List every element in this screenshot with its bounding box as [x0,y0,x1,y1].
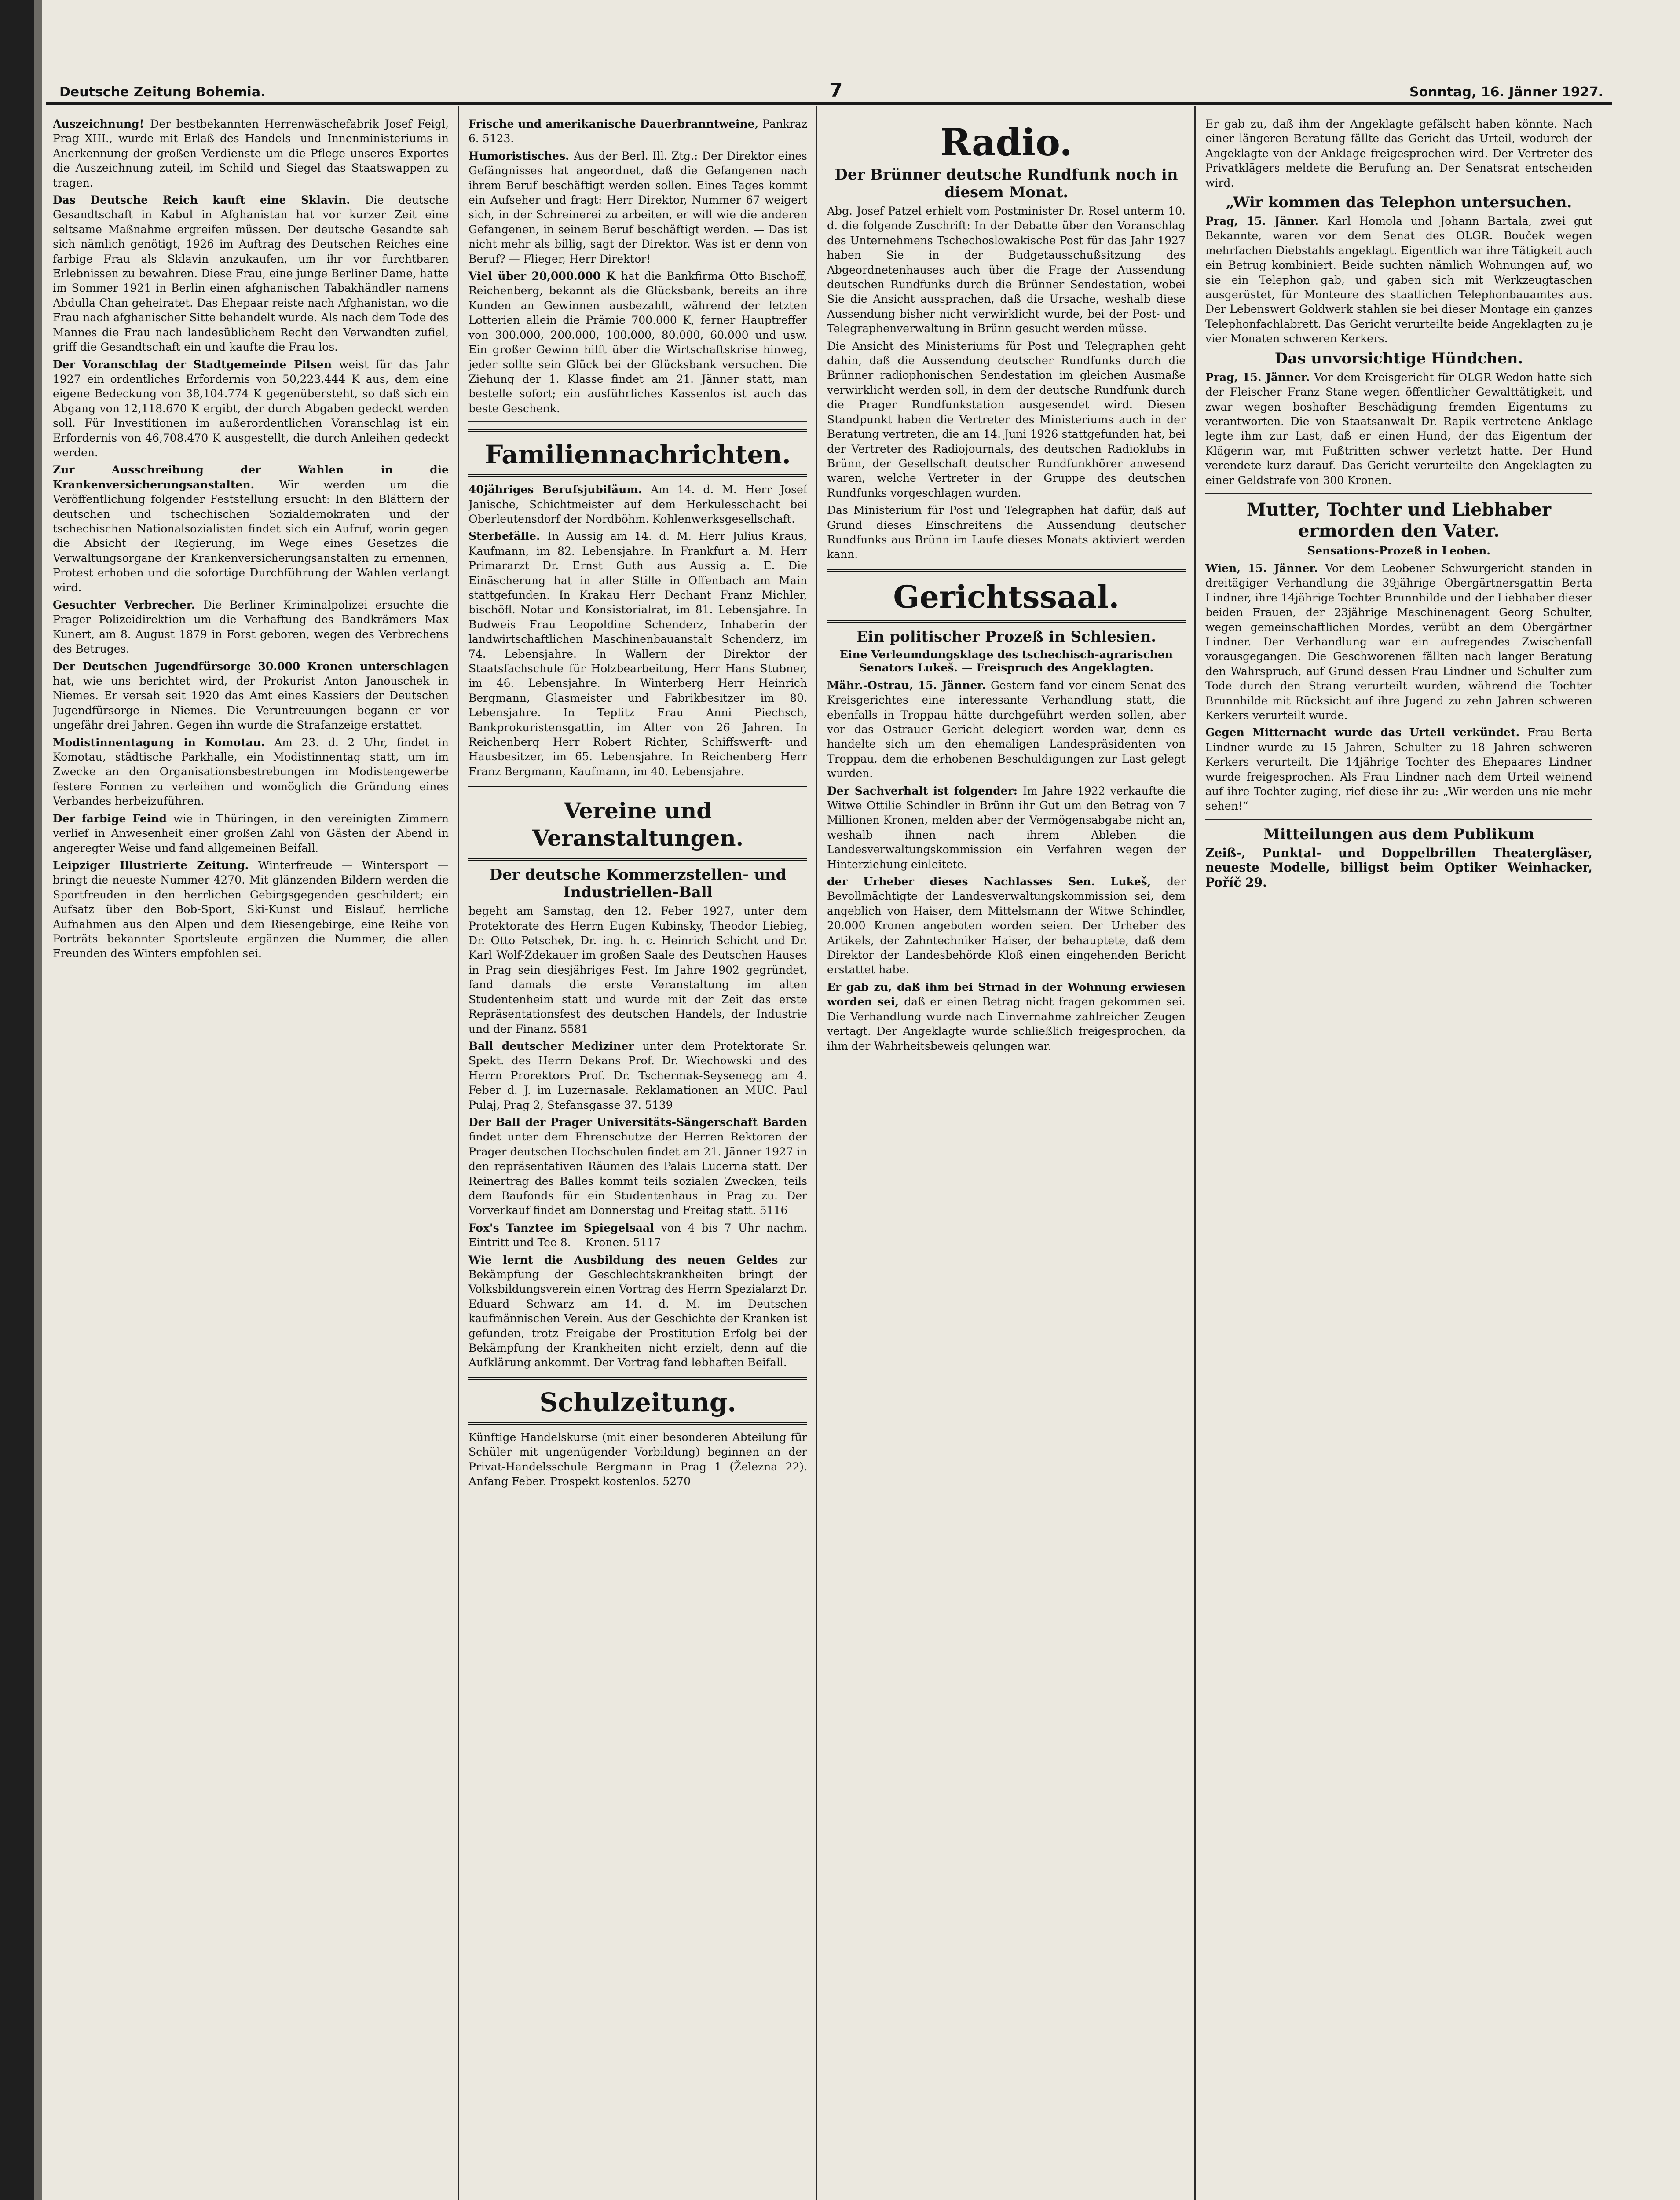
paragraph-text: Frau Berta Lindner wurde zu 15 Jahren, Schulter zu 18 Jahren schweren Kerkers verurteilt. Die 14jährige Tochter des Ehepaares Lindner wurde freigesprochen. Als Frau Lindner nach dem Urteil weinend auf ihre Tochter zuging, rief diese ihr zu: „Wir werden uns nie mehr sehen!“ [1205,726,1592,813]
paragraph-lead: Gesuchter Verbrecher. [53,598,203,611]
court-continuation [1205,117,1592,190]
paragraph-lead: Der farbige Feind [53,812,174,825]
school-title: Schulzeitung. [539,1387,736,1417]
paragraph-lead: Der Ball der Prager Universitäts-Sängerschaft Barden [468,1115,807,1129]
section-rule [468,421,807,422]
family-news-items [468,482,807,779]
article-paragraph [53,193,449,354]
paragraph-text: unter dem Protektorate Sr. Spekt. des Herrn Dekans Prof. Dr. Wiechowski und des Herrn Prorektors Prof. Dr. Tschermak-Seysenegg am 4. Feber d. J. im Luzernasale. Reklamationen an MUC. Paul Pulaj, Prag 2, Stefansgasse 37. 5139 [468,1039,807,1111]
paragraph-text: Gestern fand vor einem Senat des Kreisgerichtes eine interessante Verhandlung statt, die ebenfalls in Troppau hätte durchgeführt werden sollen, aber vor das Ostrauer Gericht delegiert worden war, denn es handelte sich um den ehemaligen Landespräsidenten von Troppau, dem die erhobenen Beschuldigungen zur Last gelegt wurden. [827,678,1186,780]
article-paragraph [1205,214,1592,346]
paragraph-text: hat, wie uns berichtet wird, der Prokurist Anton Janouschek in Niemes. Er versah seit 1920 das Amt eines Kassiers der Deutschen Jugendfürsorge in Niemes. Die Veruntreuungen begann er vor ungefähr drei Jahren. Gegen ihn wurde die Strafanzeige erstattet. [53,675,449,732]
article-paragraph [53,598,449,656]
issue-date: Sonntag, 16. Jänner 1927. [1409,84,1603,100]
paragraph-lead: Mähr.-Ostrau, 15. Jänner. [827,678,991,692]
paragraph-text: von 4 bis 7 Uhr nachm. Eintritt und Tee 8.— Kronen. 5117 [468,1221,807,1249]
paragraph-text: Der bestbekannten Herrenwäschefabrik Josef Feigl, Prag XIII., wurde mit Erlaß des Handels- und Innenministeriums in Anerkennung der großen Verdienste um die Pflege unseres Exportes die Auszeichnung zuteil, im Schild und Siegel das Staatswappen zu tragen. [53,117,449,189]
telephone-article [1205,214,1592,346]
paragraph-lead: Das Deutsche Reich kauft eine Sklavin. [53,194,365,207]
paragraph-text: Am 23. d. 2 Uhr, findet in Komotau, städtische Parkhalle, ein Modistinnentag statt, um im Zwecke an den Organisationsbestrebungen im Modistengewerbe festere Formen zu verleihen und womöglich die Gründung eines Verbandes herbeizuführen. [53,736,449,808]
dog-headline: Das unvorsichtige Hündchen. [1274,349,1523,367]
telephone-headline: „Wir kommen das Telephon untersuchen. [1226,194,1572,212]
column-2-top-notices [468,117,807,416]
paragraph-text: Winterfreude — Wintersport — bringt die neueste Nummer 4270. Mit glänzenden Bildern werden die Sportfreuden in den herrlichen Gebirgsgegenden geschildert; ein Aufsatz über den Bob-Sport, Ski-Kunst und Eislauf, herrliche Aufnahmen aus den Alpen und dem Riesengebirge, eine Reihe von Porträts bekannter Sportsleute ergänzen die Nummer, die allen Freunden des Winters empfohlen sei. [53,858,449,960]
events-header [468,786,807,861]
paragraph-text: Im Jahre 1922 verkaufte die Witwe Ottilie Schindler in Brünn ihr Gut um den Betrag von 7 Millionen Kronen, melden aber der Vermögensabgabe nicht an, weshalb ihnen nach ihrem Ableben die Landesverwaltungskommission ein Verfahren wegen der Hinterziehung einleitete. [827,784,1186,871]
article-paragraph [1205,725,1592,813]
article-paragraph [468,269,807,416]
column-divider [816,106,817,2200]
events-headline: Der deutsche Kommerzstellen- und Industriellen-Ball [489,866,787,902]
masthead [46,79,1612,105]
paragraph-lead: Zur Ausschreibung der Wahlen in die Krankenversicherungsanstalten. [53,463,449,491]
dog-article [1205,370,1592,488]
column-1 [53,117,449,2200]
article-paragraph [1205,117,1592,190]
paragraph-lead: Gegen Mitternacht wurde das Urteil verkündet. [1205,726,1528,739]
paragraph-text: findet unter dem Ehrenschutze der Herren Rektoren der Prager deutschen Hochschulen findet am 21. Jänner 1927 in den repräsentativen Räumen des Palais Lucerna statt. Der Reinertrag des Balles kommt teils sozialen Zwecken, teils dem Baufonds für ein Studentenhaus in Prag zu. Der Vorverkauf findet am Donnerstag und Freitag statt. 5116 [468,1130,807,1217]
paragraph-lead: Wien, 15. Jänner. [1205,561,1325,575]
article-paragraph [468,1115,807,1218]
paragraph-text: Das Ministerium für Post und Telegraphen hat dafür, daß auf Grund dieses Einschreitens die Aussendung deutscher Rundfunks aus Brünn im Laufe dieses Monats aktiviert werden kann. [827,504,1186,561]
family-news-header [468,429,807,477]
paragraph-lead: Der Sachverhalt ist folgender: [827,784,1023,797]
paragraph-lead: Er gab zu, daß ihm bei Strnad in der Wohnung erwiesen worden sei, [827,980,1186,1008]
murder-headline: Mutter, Tochter und Liebhaber ermorden den Vater. [1246,499,1552,541]
page-binding-edge [0,0,42,2200]
paragraph-text: Vor dem Leobener Schwurgericht standen in dreitägiger Verhandlung die 39jährige Obergärtnersgattin Berta Lindner, ihre 14jährige Tochter Brunnhilde und der Liebhaber dieser beiden Frauen, der 23jährige Maschinenagent Georg Schulter, wegen gemeinschaftlichen Mordes, verübt an dem Obergärtner Lindner. Der Verhandlung war ein aufregendes Zwischenfall vorausgegangen. Die Geschworenen fällten nach langer Beratung den Wahrspruch, auf Grund dessen Frau Lindner und Schulter zum Tode durch den Strang verurteilt wurden, während die Tochter Brunnhilde mit Rücksicht auf ihre Jugend zu zehn Jahren schweren Kerkers verurteilt wurde. [1205,561,1592,722]
article-paragraph [53,357,449,460]
court-header [827,569,1186,623]
paragraph-lead: Der Deutschen Jugendfürsorge 30.000 Kronen unterschlagen [53,660,449,673]
paragraph-text: wie in Thüringen, in den vereinigten Zimmern verlief in Anwesenheit einer großen Zahl von Gästen der Abend in angeregter Weise und fand allgemeinen Beifall. [53,812,449,854]
article-paragraph [53,735,449,809]
article-paragraph [53,659,449,733]
column-divider [1194,106,1196,2200]
article-paragraph [468,529,807,779]
article-paragraph [53,462,449,595]
events-title: Vereine und Veranstaltungen. [532,798,744,851]
column-2 [468,117,807,2200]
murder-subhead: Sensations-Prozeß in Leoben. [1307,544,1490,557]
column-3 [827,117,1186,2200]
family-news-title: Familiennachrichten. [485,440,791,470]
paragraph-lead: Der Voranschlag der Stadtgemeinde Pilsen [53,358,339,371]
paragraph-text: In Aussig am 14. d. M. Herr Julius Kraus, Kaufmann, im 82. Lebensjahre. In Frankfurt a. M. Herr Primararzt Dr. Ernst Guth aus Aussig a. E. Die Einäscherung hat in aller Stille in Offenbach am Main stattgefunden. In Krakau Herr Dechant Franz Michler, bischöfl. Notar und Konsistorialrat, im 81. Lebensjahre. In Budweis Frau Leopoldine Schenderz, Inhaberin der landwirtschaftlichen Maschinenbauanstalt Schenderz, im 74. Lebensjahre. In Wallern der Direktor der Staatsfachschule für Holzbearbeitung, Herr Hans Stubner, im 46. Lebensjahre. In Winterberg Herr Heinrich Bergmann, Glasmeister und Fabrikbesitzer im 80. Lebensjahre. In Teplitz Frau Anni Piechsch, Bankprokuristensgattin, im Alter von 26 Jahren. In Reichenberg Herr Robert Richter, Schiffswerft- und Hausbesitzer, im 65. Lebensjahre. In Reichenberg Herr Franz Bergmann, Kaufmann, im 40. Lebensjahre. [468,530,807,778]
paragraph-lead: 40jähriges Berufsjubiläum. [468,483,651,496]
paragraph-lead: Prag, 15. Jänner. [1205,215,1327,228]
paragraph-lead: Auszeichnung! [53,117,150,130]
article-paragraph [53,811,449,855]
paragraph-lead: Fox's Tanztee im Spiegelsaal [468,1221,661,1234]
page-number: 7 [829,79,843,102]
article-paragraph [827,204,1186,336]
paragraph-text: Die Berliner Kriminalpolizei ersuchte die Prager Polizeidirektion um die Verhaftung des Bandkrämers Max Kunert, am 8. August 1879 in Forst geboren, wegen des Verbrechens des Betruges. [53,598,449,656]
events-items [468,904,807,1370]
paragraph-lead: Sterbefälle. [468,530,548,543]
article-paragraph [53,117,449,190]
public-notices-title: Mitteilungen aus dem Publikum [1263,825,1534,843]
radio-article [827,204,1186,562]
court-subhead: Eine Verleumdungsklage des tschechisch-agrarischen Senators Lukeš. — Freispruch des Angeklagten. [839,648,1173,674]
paragraph-text: Abg. Josef Patzel erhielt vom Postminister Dr. Rosel unterm 10. d. die folgende Zuschrift: In der Debatte über den Voranschlag des Unternehmens Tschechoslowakische Post für das Jahr 1927 haben Sie in der Budgetausschußsitzung des Abgeordnetenhauses auch über die Frage der Aussendung deutschen Rundfunks durch die Brünner Sendestation, wobei Sie die Ansicht aussprachen, daß die Ursache, weshalb diese Aussendung bisher nicht verwirklicht wurde, bei der Post- und Telegraphenverwaltung in Brünn gesucht werden müsse. [827,205,1186,335]
article-paragraph [827,874,1186,977]
column-4 [1205,117,1592,2200]
article-paragraph [468,117,807,146]
paragraph-lead: der Urheber dieses Nachlasses Sen. Lukeš, [827,875,1167,888]
paragraph-lead: Viel über 20,000.000 K [468,270,621,283]
paragraph-lead: Frische und amerikanische Dauerbranntweine, [468,117,763,130]
optician-ad: Zeiß-, Punktal- und Doppelbrillen Theatergläser, neueste Modelle, billigst beim Optiker Weinhacker, Poříč 29. [1205,845,1592,890]
school-notice: Künftige Handelskurse (mit einer besonderen Abteilung für Schüler mit ungenügender Vorbildung) beginnen an der Privat-Handelsschule Bergmann in Prag 1 (Železna 22). Anfang Feber. Prospekt kostenlos. 5270 [468,1430,807,1488]
article-paragraph [468,482,807,526]
paragraph-text: Die Ansicht des Ministeriums für Post und Telegraphen geht dahin, daß die Aussendung deutscher Rundfunks durch die Brünner radiophonischen Sendestation im gleichen Ausmaße verwirklicht werden soll, in dem der deutsche Rundfunk durch die Prager Rundfunkstation ausgesendet wird. Diesen Standpunkt haben die Vertreter des Ministeriums auch in der Beratung vertreten, die am 14. Juni 1926 stattgefunden hat, bei der Vertreter des Radiojournals, des deutschen Radioklubs in Brünn, der Gesellschaft deutscher Rundfunkhörer anwesend waren, welche Vertreter in der Gruppe des deutschen Rundfunks vorgeschlagen wurden. [827,339,1186,499]
paragraph-lead: Wie lernt die Ausbildung des neuen Geldes [468,1253,789,1266]
paragraph-text: Er gab zu, daß ihm der Angeklagte gefälscht haben könnte. Nach einer längeren Beratung fällte das Gericht das Urteil, wodurch der Angeklagte von der Anklage freigesprochen wird. Der Vertreter des Privatklägers meldete die Berufung an. Der Senatsrat entscheiden wird. [1205,117,1592,189]
article-paragraph [827,503,1186,562]
court-title: Gerichtssaal. [893,578,1120,615]
article-paragraph [468,1221,807,1250]
paragraph-lead: Modistinnentagung in Komotau. [53,736,275,749]
article-paragraph [1205,561,1592,722]
paragraph-text: daß er einen Betrag nicht fragen gekommen sei. Die Verhandlung wurde nach Einvernahme zahlreicher Zeugen vertagt. Der Angeklagte wurde schließlich freigesprochen, da ihm der Wahrheitsbeweis gelungen war. [827,995,1186,1052]
paragraph-lead: Prag, 15. Jänner. [1205,370,1314,384]
column-1-articles [53,117,449,961]
paragraph-text: Die deutsche Gesandtschaft in Kabul in Afghanistan hat vor kurzer Zeit eine seltsame Maßnahme ergreifen müssen. Der deutsche Gesandte sah sich nämlich genötigt, 1926 im Auftrag des Deutschen Reiches eine farbige Frau als Sklavin anzukaufen, um ihr vor furchtbaren Erlebnissen zu bewahren. Diese Frau, eine junge Berliner Dame, hatte im Sommer 1921 in Berlin einen afghanischen Tabakhändler namens Abdulla Chan geheiratet. Das Ehepaar reiste nach Afghanistan, wo die Frau nach afghanischer Sitte behandelt wurde. Als nach dem Tode des Mannes die Frau nach landesüblichem Recht den Verwandten zufiel, griff die Gesandtschaft ein und kaufte die Frau los. [53,194,449,354]
paragraph-lead: Ball deutscher Mediziner [468,1039,643,1052]
court-headline: Ein politischer Prozeß in Schlesien. [856,627,1157,645]
paragraph-text: weist für das Jahr 1927 ein ordentliches Erfordernis von 50,223.444 K aus, dem eine eigene Bedeckung von 38,104.774 K gegenübersteht, so daß sich ein Abgang von 12,118.670 K ergibt, der durch Abgaben gedeckt werden soll. Für Investitionen im außerordentlichen Voranschlag ist ein Erfordernis von 46,708.470 K ausgestellt, die durch Anleihen gedeckt werden. [53,358,449,459]
school-header [468,1377,807,1425]
paragraph-text: Wir werden um die Veröffentlichung folgender Feststellung ersucht: In den Blättern der deutschen und tschechischen Sozialdemokraten und der tschechischen Nationalsozialisten findet sich ein Aufruf, worin gegen die Absicht der Regierung, im Wege eines Gesetzes die Verwaltungsorgane der Krankenversicherungsanstalten zu ernennen, Protest erhoben und die sofortige Durchführung der Wahlen verlangt wird. [53,478,449,594]
paragraph-text: der Bevollmächtigte der Landesverwaltungskommission sei, dem angeblich von Haiser, dem Mittelsmann der Witwe Schindler, 20.000 Kronen angeboten worden seien. Der Urheber des Artikels, der Zahntechniker Haiser, der behauptete, daß dem Direktor der Landesbehörde Kloß einen eingehenden Bericht erstattet habe. [827,875,1186,976]
article-paragraph [53,858,449,961]
article-paragraph [827,339,1186,500]
paragraph-text: Vor dem Kreisgericht für OLGR Wedon hatte sich der Fleischer Franz Stane wegen öffentlicher Gewalttätigkeit, und zwar wegen boshafter Beschädigung fremden Eigentums zu verantworten. Die von Staatsanwalt Dr. Rapik vertretene Anklage legte ihm zur Last, daß er einen Hund, der das Eigentum der Klägerin war, mit Fußtritten schwer verletzt hatte. Der Hund verendete kurz darauf. Das Gericht verurteilte den Angeklagten zu einer Geldstrafe von 300 Kronen. [1205,370,1592,487]
article-paragraph [827,784,1186,872]
article-paragraph [468,1253,807,1370]
radio-title: Radio. [940,121,1072,164]
paragraph-lead: Humoristisches. [468,149,574,162]
article-paragraph [1205,370,1592,488]
article-paragraph [468,904,807,1036]
paragraph-text: Am 14. d. M. Herr Josef Janische, Schichtmeister auf dem Herkulesschacht bei Oberleutensdorf der Nordböhm. Kohlenwerksgesellschaft. [468,483,807,525]
paper-name: Deutsche Zeitung Bohemia. [59,84,266,100]
article-paragraph [468,1039,807,1112]
paragraph-text: zur Bekämpfung der Geschlechtskrankheiten bringt der Volksbildungsverein einen Vortrag des Herrn Spezialarzt Dr. Eduard Schwarz am 14. d. M. im Deutschen kaufmännischen Verein. Aus der Geschichte der Kranken ist gefunden, trotz Freigabe der Prostitution Erfolg bei der Bekämpfung der Krankheiten nicht erzielt, denn auf die Aufklärung ankommt. Der Vortrag fand lebhaften Beifall. [468,1253,807,1369]
column-divider [458,106,459,2200]
paragraph-text: begeht am Samstag, den 12. Feber 1927, unter dem Protektorate des Herrn Eugen Kubinsky, Theodor Liebieg, Dr. Otto Petschek, Dr. ing. h. c. Heinrich Schicht und Dr. Karl Wolf-Zdekauer im großen Saale des Deutschen Hauses in Prag sein diesjähriges Fest. Im Jahre 1902 gegründet, fand damals die erste Veranstaltung im alten Studentenheim statt und wurde mit der Zeit das erste Repräsentationsfest des deutschen Handels, der Industrie und der Finanz. 5581 [468,905,807,1035]
paragraph-text: Karl Homola und Johann Bartala, zwei gut Bekannte, waren vor dem Senat des OLGR. Bouček wegen mehrfachen Diebstahls angeklagt. Eigentlich war ihre Tätigkeit auch ein Betrug kombiniert. Beide suchten nämlich Wohnungen auf, wo sie ein Telephon gab, und gaben sich mit Werkzeugtaschen ausgerüstet, für Monteure des staatlichen Telephonbauamtes aus. Der Lebenswert Goldwerk stahlen sie bei dieser Montage ein ganzes Telephonfachlabrett. Das Gericht verurteilte beide Angeklagten zu je vier Monaten schweren Kerkers. [1205,215,1592,345]
paragraph-text: hat die Bankfirma Otto Bischoff, Reichenberg, bekannt als die Glücksbank, bereits an ihre Kunden an Gewinnen ausbezahlt, während der letzten Lotterien allein die Prämie 700.000 K, ferner Hauptreffer von 300.000, 200.000, 100.000, 80.000, 60.000 und usw. Ein großer Gewinn hilft über die Wirtschaftskrise hinweg, jeder sollte sein Glück bei der Glücksbank versuchen. Die Ziehung der 1. Klasse findet am 21. Jänner statt, man bestelle sofort; ein ausführliches Kassenlos ist auch das beste Geschenk. [468,270,807,415]
section-rule [1205,819,1592,820]
article-paragraph [827,980,1186,1053]
paragraph-text: Pankraz 6. 5123. [468,117,807,145]
radio-headline: Der Brünner deutsche Rundfunk noch in diesem Monat. [835,166,1178,201]
court-article [827,678,1186,1053]
article-paragraph [827,678,1186,781]
article-paragraph [468,149,807,266]
murder-article [1205,561,1592,814]
paragraph-text: Aus der Berl. Ill. Ztg.: Der Direktor eines Gefängnisses hat angeordnet, daß die Gefangenen nach ihrem Beruf beschäftigt werden sollen. Eines Tages kommt ein Aufseher und fragt: Herr Direktor, Nummer 67 weigert sich, in der Schreinerei zu arbeiten, er will wie die anderen Gefangenen, in seinem Beruf beschäftigt werden. — Das ist nicht mehr als billig, sagt der Direktor. Was ist er denn von Beruf? — Flieger, Herr Direktor! [468,149,807,265]
paragraph-lead: Leipziger Illustrierte Zeitung. [53,858,258,872]
section-rule [1205,493,1592,494]
